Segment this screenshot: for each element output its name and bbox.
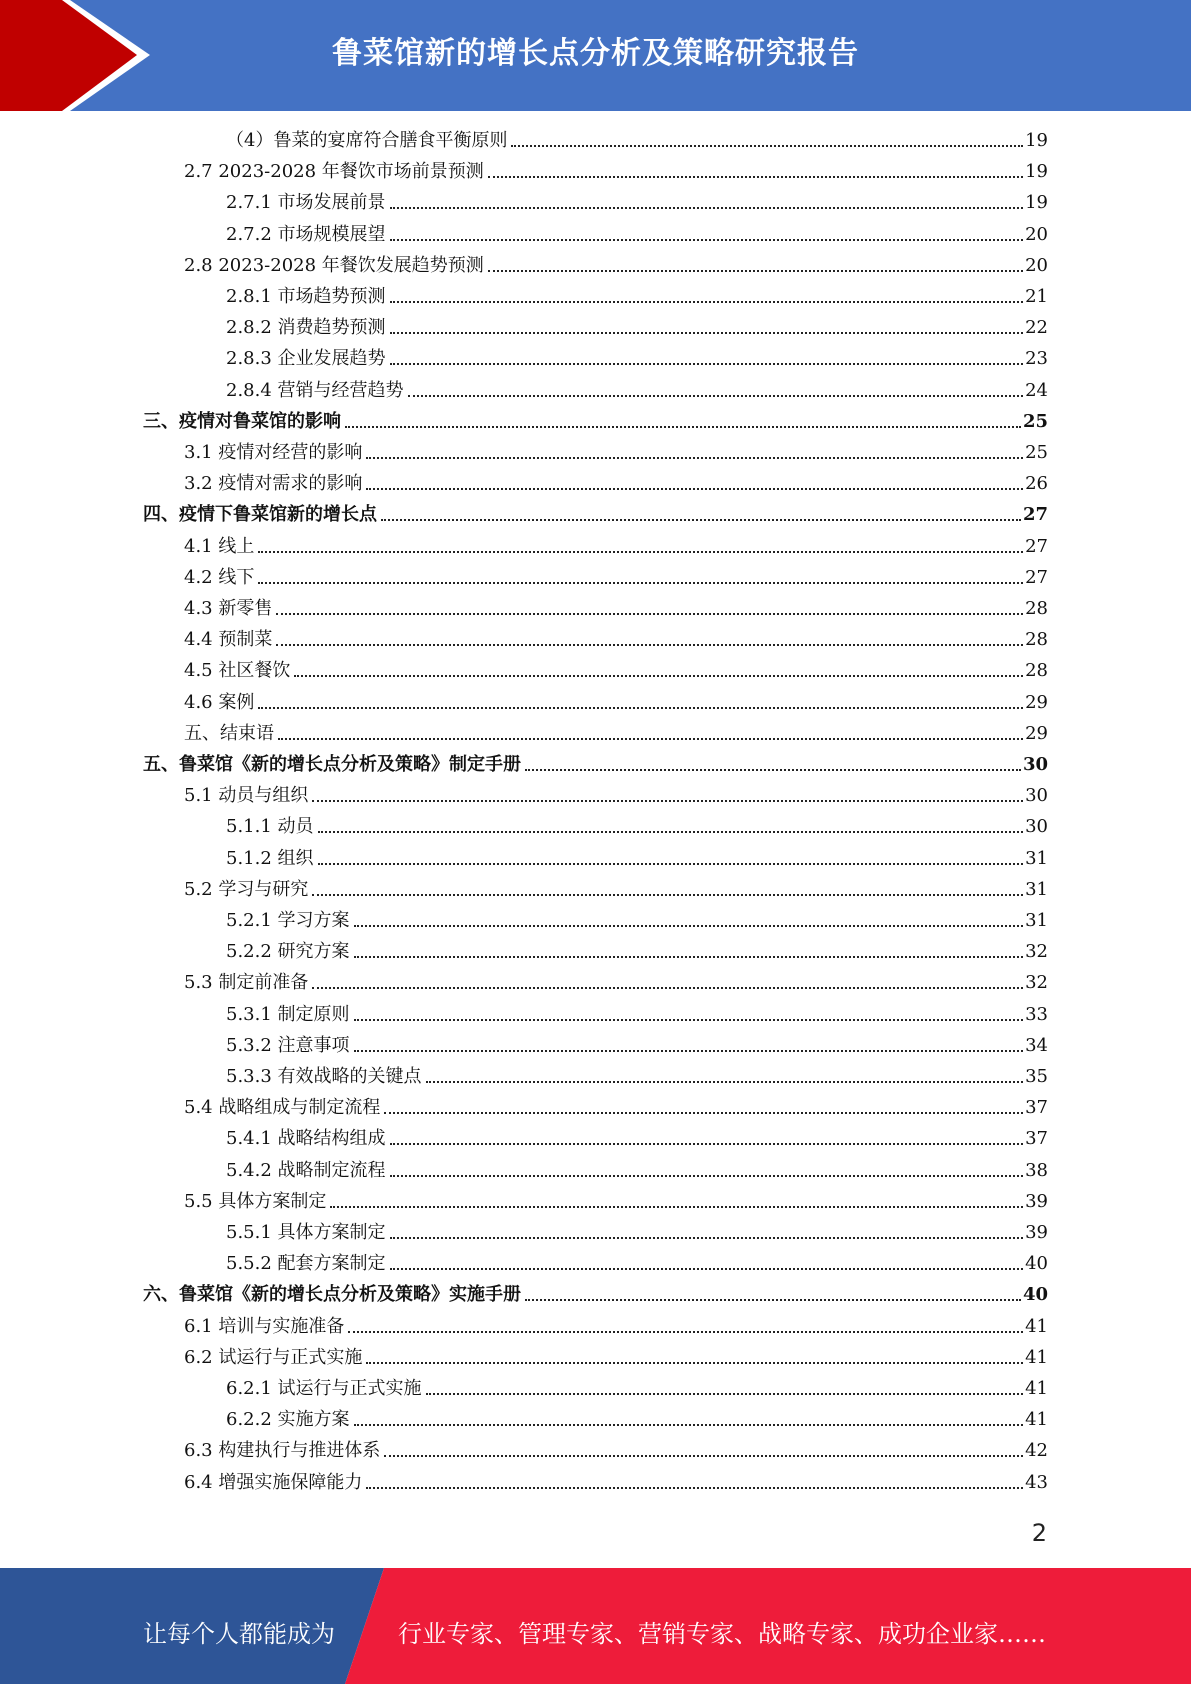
toc-entry-label: 5.4.2 战略制定流程 [226,1159,386,1181]
toc-entry[interactable] [184,656,1048,682]
toc-entry-page: 37 [1025,1128,1048,1150]
toc-dot-leader [312,986,1023,989]
toc-entry-label: 五、结束语 [184,722,274,744]
toc-entry-page: 39 [1025,1222,1048,1243]
header-title: 鲁菜馆新的增长点分析及策略研究报告 [332,36,859,71]
toc-entry-label: 5.4.1 战略结构组成 [226,1128,386,1150]
toc-entry[interactable] [184,719,1048,745]
toc-entry-page: 34 [1025,1034,1048,1056]
toc-entry-label: 2.8.4 营销与经营趋势 [226,379,404,401]
toc-entry-label: 2.7.2 市场规模展望 [226,223,386,245]
toc-entry-page: 27 [1022,504,1048,526]
toc-dot-leader [278,737,1023,740]
toc-entry-label: 5.5 具体方案制定 [184,1190,327,1212]
toc-entry-label: 2.8 2023-2028 年餐饮发展趋势预测 [184,254,484,276]
toc-dot-leader [276,643,1023,646]
toc-entry-page: 27 [1025,535,1048,557]
toc-entry-page: 19 [1025,161,1048,183]
toc-dot-leader [318,830,1024,833]
toc-entry-label: 2.8.1 市场趋势预测 [226,286,386,307]
toc-entry[interactable] [184,1093,1048,1119]
toc-entry[interactable] [226,220,1048,246]
toc-entry-page: 21 [1025,286,1048,307]
toc-entry-page: 39 [1025,1190,1048,1212]
toc-entry-label: 6.2.1 试运行与正式实施 [226,1378,422,1399]
toc-dot-leader [488,175,1023,178]
toc-entry-page: 33 [1025,1003,1048,1025]
toc-entry[interactable] [184,563,1048,589]
toc-dot-leader [408,394,1024,397]
toc-dot-leader [366,456,1023,459]
toc-dot-leader [488,269,1023,272]
toc-entry-label: 五、鲁菜馆《新的增长点分析及策略》制定手册 [143,754,521,775]
toc-entry[interactable] [184,875,1048,901]
toc-entry-page: 43 [1025,1471,1048,1493]
toc-entry-label: 5.2.1 学习方案 [226,910,350,931]
toc-entry-page: 28 [1025,660,1048,682]
toc-entry-page: 37 [1025,1097,1048,1119]
toc-entry[interactable] [226,1218,1048,1244]
toc-dot-leader [366,487,1023,490]
toc-entry-label: 三、疫情对鲁菜馆的影响 [143,410,341,432]
toc-entry[interactable] [184,968,1048,994]
toc-entry[interactable] [226,376,1048,402]
toc-dot-leader [312,893,1023,896]
toc-entry[interactable] [226,1000,1048,1026]
toc-entry-label: 5.1.1 动员 [226,816,314,838]
toc-entry-label: （4）鲁菜的宴席符合膳食平衡原则 [226,130,508,151]
toc-entry-page: 41 [1025,1346,1048,1368]
toc-entry[interactable] [184,157,1048,183]
toc-entry[interactable] [184,251,1048,277]
toc-entry-page: 30 [1025,816,1048,838]
toc-entry-label: 3.1 疫情对经营的影响 [184,442,363,463]
toc-entry-label: 4.4 预制菜 [184,629,273,651]
page-footer [0,1568,1191,1684]
toc-entry-label: 5.4 战略组成与制定流程 [184,1097,381,1119]
toc-dot-leader [366,1486,1023,1489]
toc-entry[interactable] [184,1468,1048,1494]
toc-entry-label: 4.2 线下 [184,566,255,588]
toc-dot-leader [345,425,1021,428]
toc-entry-label: 5.2.2 研究方案 [226,941,350,963]
toc-entry-page: 32 [1025,941,1048,963]
toc-entry[interactable] [226,844,1048,870]
toc-entry-page: 29 [1025,691,1048,713]
toc-entry-page: 20 [1025,254,1048,276]
toc-entry-label: 5.3.3 有效战略的关键点 [226,1066,422,1087]
toc-entry[interactable] [226,1374,1048,1400]
toc-entry[interactable] [184,438,1048,464]
toc-entry[interactable] [226,1124,1048,1150]
toc-entry[interactable] [184,1187,1048,1213]
toc-dot-leader [390,1236,1024,1239]
toc-entry[interactable] [226,344,1048,370]
toc-dot-leader [276,612,1023,615]
toc-entry-page: 41 [1025,1409,1048,1431]
toc-entry-label: 六、鲁菜馆《新的增长点分析及策略》实施手册 [143,1284,521,1306]
toc-dot-leader [426,1080,1024,1083]
toc-entry-label: 5.3.2 注意事项 [226,1034,350,1056]
toc-entry-label: 6.1 培训与实施准备 [184,1315,345,1337]
toc-entry-page: 26 [1025,473,1048,495]
toc-entry-label: 2.7 2023-2028 年餐饮市场前景预测 [184,161,484,183]
toc-entry[interactable] [226,906,1048,932]
toc-entry-page: 22 [1025,317,1048,339]
toc-entry[interactable] [226,126,1048,152]
toc-entry-label: 6.2.2 实施方案 [226,1409,350,1431]
toc-dot-leader [258,550,1023,553]
toc-entry[interactable] [184,1312,1048,1338]
toc-entry[interactable] [226,937,1048,963]
toc-dot-leader [294,674,1023,677]
toc-entry[interactable] [226,1156,1048,1182]
toc-entry-page: 28 [1025,629,1048,651]
toc-entry-page: 23 [1025,348,1048,370]
toc-dot-leader [258,706,1023,709]
toc-entry-page: 30 [1025,785,1048,807]
toc-entry[interactable] [226,1249,1048,1275]
toc-dot-leader [390,300,1024,303]
toc-entry[interactable] [184,469,1048,495]
toc-entry-page: 27 [1025,566,1048,588]
toc-dot-leader [390,1267,1024,1270]
toc-entry-label: 四、疫情下鲁菜馆新的增长点 [143,504,377,526]
footer-slogan-right: 行业专家、管理专家、营销专家、战略专家、成功企业家…… [398,1620,1046,1648]
toc-dot-leader [312,799,1023,802]
toc-dot-leader [354,1423,1024,1426]
toc-entry-page: 19 [1025,130,1048,151]
toc-entry-page: 42 [1025,1440,1048,1462]
toc-dot-leader [390,206,1024,209]
toc-dot-leader [511,144,1023,147]
toc-entry-page: 24 [1025,379,1048,401]
toc-entry[interactable] [226,1405,1048,1431]
toc-entry-label: 2.8.2 消费趋势预测 [226,317,386,339]
toc-entry[interactable] [143,1280,1048,1306]
toc-entry[interactable] [184,625,1048,651]
toc-entry-label: 3.2 疫情对需求的影响 [184,473,363,495]
toc-entry-label: 5.2 学习与研究 [184,878,309,900]
toc-entry[interactable] [226,188,1048,214]
toc-dot-leader [258,581,1023,584]
toc-entry-label: 4.5 社区餐饮 [184,660,291,682]
toc-dot-leader [384,1111,1023,1114]
toc-entry-page: 20 [1025,223,1048,245]
toc-entry-page: 38 [1025,1159,1048,1181]
page-header [0,0,1191,111]
toc-entry-label: 5.5.1 具体方案制定 [226,1222,386,1243]
toc-dot-leader [381,518,1021,521]
toc-entry[interactable] [184,688,1048,714]
toc-dot-leader [525,1298,1021,1301]
toc-entry-page: 31 [1025,847,1048,869]
toc-entry-label: 5.3.1 制定原则 [226,1003,350,1025]
toc-dot-leader [390,238,1024,241]
toc-entry-label: 6.3 构建执行与推进体系 [184,1440,381,1462]
toc-entry[interactable] [226,812,1048,838]
toc-dot-leader [318,862,1024,865]
toc-entry-page: 25 [1025,442,1048,463]
toc-entry-label: 5.5.2 配套方案制定 [226,1253,386,1275]
toc-entry-page: 40 [1025,1253,1048,1275]
toc-dot-leader [354,955,1024,958]
toc-dot-leader [426,1392,1024,1395]
toc-entry-page: 19 [1025,192,1048,214]
page-number: 2 [1031,1519,1047,1547]
toc-entry-label: 2.8.3 企业发展趋势 [226,348,386,370]
toc-entry[interactable] [184,532,1048,558]
toc-entry-page: 41 [1025,1315,1048,1337]
toc-entry[interactable] [184,1436,1048,1462]
toc-entry-page: 32 [1025,972,1048,994]
toc-entry[interactable] [226,282,1048,308]
toc-entry[interactable] [226,1062,1048,1088]
toc-entry-label: 2.7.1 市场发展前景 [226,192,386,214]
toc-entry[interactable] [143,750,1048,776]
toc-dot-leader [390,1142,1024,1145]
toc-entry-label: 4.1 线上 [184,535,255,557]
toc-entry[interactable] [184,781,1048,807]
toc-entry[interactable] [143,407,1048,433]
toc-entry-label: 6.4 增强实施保障能力 [184,1471,363,1493]
toc-entry[interactable] [226,313,1048,339]
toc-dot-leader [366,1361,1023,1364]
toc-dot-leader [330,1205,1023,1208]
toc-dot-leader [354,1049,1024,1052]
toc-entry-page: 30 [1022,754,1048,775]
toc-entry-page: 25 [1022,410,1048,432]
toc-entry-page: 40 [1022,1284,1048,1306]
toc-entry-label: 5.1 动员与组织 [184,785,309,807]
toc-dot-leader [354,1018,1024,1021]
toc-entry-page: 35 [1025,1066,1048,1087]
toc-entry[interactable] [184,1343,1048,1369]
toc-dot-leader [525,768,1021,771]
toc-entry-page: 29 [1025,722,1048,744]
toc-entry-page: 31 [1025,910,1048,931]
toc-entry[interactable] [143,500,1048,526]
toc-entry-page: 41 [1025,1378,1048,1399]
footer-slogan-left: 让每个人都能成为 [143,1620,335,1648]
toc-entry[interactable] [226,1031,1048,1057]
toc-dot-leader [390,362,1024,365]
toc-entry-label: 5.3 制定前准备 [184,972,309,994]
toc-dot-leader [390,331,1024,334]
toc-entry-label: 6.2 试运行与正式实施 [184,1346,363,1368]
toc-entry-label: 4.3 新零售 [184,598,273,619]
toc-dot-leader [354,924,1024,927]
toc-dot-leader [390,1174,1024,1177]
toc-entry[interactable] [184,594,1048,620]
toc-entry-label: 5.1.2 组织 [226,847,314,869]
toc-entry-page: 28 [1025,598,1048,619]
toc-entry-page: 31 [1025,878,1048,900]
toc-dot-leader [348,1330,1023,1333]
toc-entry-label: 4.6 案例 [184,691,255,713]
toc-dot-leader [384,1454,1023,1457]
